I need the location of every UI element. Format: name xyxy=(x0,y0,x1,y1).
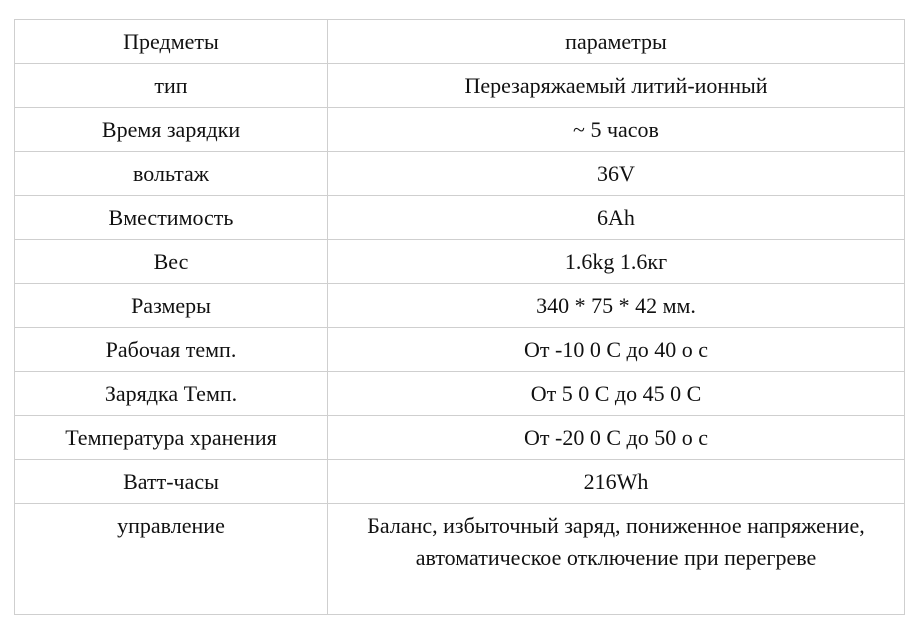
row-value: От -20 0 C до 50 о с xyxy=(328,416,905,460)
row-label: Вес xyxy=(15,240,328,284)
table-header-row xyxy=(15,20,905,64)
table-row xyxy=(15,108,905,152)
header-cell-parameters: параметры xyxy=(328,20,905,64)
row-value: 216Wh xyxy=(328,460,905,504)
row-value: 36V xyxy=(328,152,905,196)
row-label: тип xyxy=(15,64,328,108)
row-value: 340 * 75 * 42 мм. xyxy=(328,284,905,328)
table-row xyxy=(15,504,905,615)
table-row xyxy=(15,460,905,504)
table-row xyxy=(15,64,905,108)
row-value: 1.6kg 1.6кг xyxy=(328,240,905,284)
row-label: управление xyxy=(15,504,328,615)
table-row xyxy=(15,240,905,284)
row-label: Размеры xyxy=(15,284,328,328)
row-label: Температура хранения xyxy=(15,416,328,460)
row-value: От -10 0 C до 40 о с xyxy=(328,328,905,372)
row-label: Вместимость xyxy=(15,196,328,240)
table-row xyxy=(15,196,905,240)
table-row xyxy=(15,416,905,460)
spec-table xyxy=(14,19,905,615)
table-row xyxy=(15,284,905,328)
row-value: Перезаряжаемый литий-ионный xyxy=(328,64,905,108)
row-value: ~ 5 часов xyxy=(328,108,905,152)
row-label: Ватт-часы xyxy=(15,460,328,504)
table-row xyxy=(15,328,905,372)
row-value: 6Ah xyxy=(328,196,905,240)
header-cell-items: Предметы xyxy=(15,20,328,64)
row-label: Время зарядки xyxy=(15,108,328,152)
row-value: От 5 0 C до 45 0 C xyxy=(328,372,905,416)
row-label: вольтаж xyxy=(15,152,328,196)
row-label: Рабочая темп. xyxy=(15,328,328,372)
table-row xyxy=(15,372,905,416)
table-row xyxy=(15,152,905,196)
row-label: Зарядка Темп. xyxy=(15,372,328,416)
row-value: Баланс, избыточный заряд, пониженное напряжение, автоматическое отключение при перегреве xyxy=(328,504,905,615)
